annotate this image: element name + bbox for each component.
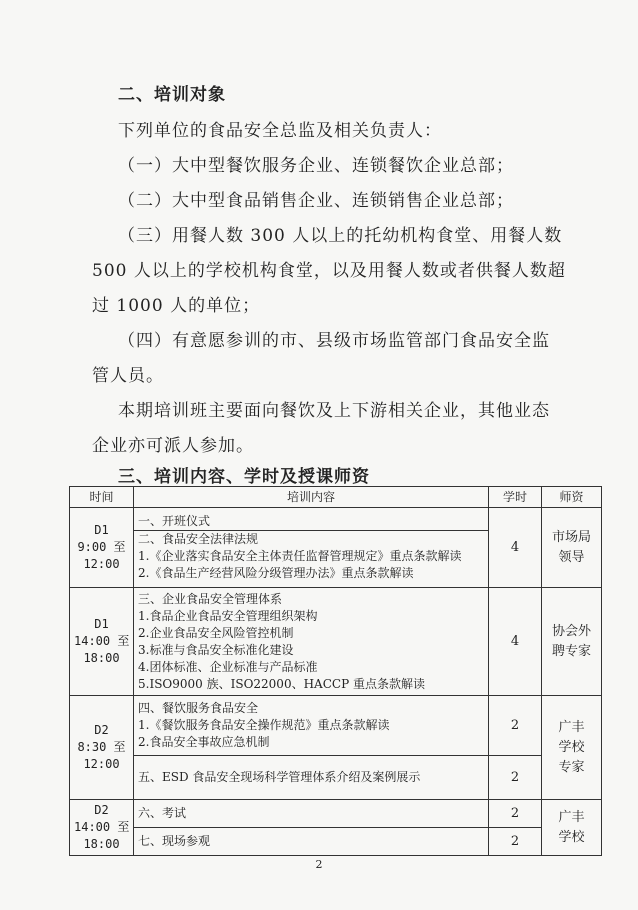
content-line: 四、餐饮服务食品安全 (138, 701, 259, 715)
target-item-3-line-2: 500 人以上的学校机构食堂，以及用餐人数或者供餐人数超 (92, 261, 566, 281)
content-line: 5.ISO9000 族、ISO22000、HACCP 重点条款解读 (138, 676, 425, 691)
content-line: 1.《餐饮服务食品安全操作规范》重点条款解读 (138, 718, 390, 732)
time-day: D1 (94, 523, 109, 537)
table-row (70, 588, 602, 696)
content-line: 2.食品安全事故应急机制 (138, 735, 270, 749)
hours-cell: 2 (489, 696, 542, 756)
teacher-line: 广丰 (558, 809, 585, 825)
table-row (70, 800, 602, 828)
teacher-cell (542, 696, 602, 800)
time-end: 18:00 (83, 651, 120, 665)
teacher-line: 领导 (558, 549, 585, 565)
content-line: 2.《食品生产经营风险分级管理办法》重点条款解读 (138, 566, 414, 580)
intro-paragraph: 下列单位的食品安全总监及相关负责人： (118, 121, 442, 141)
time-end: 12:00 (83, 757, 120, 771)
time-cell (70, 696, 134, 800)
hours-cell: 2 (489, 828, 542, 856)
content-cell (134, 508, 489, 588)
table-row (70, 828, 602, 856)
section-heading-training-content: 三、培训内容、学时及授课师资 (118, 467, 370, 487)
time-day: D1 (94, 617, 109, 631)
time-day: D2 (94, 803, 109, 817)
time-end: 12:00 (83, 557, 120, 571)
page-number: 2 (315, 858, 323, 871)
teacher-line: 专家 (558, 759, 585, 775)
teacher-line: 市场局 (551, 529, 591, 545)
time-cell (70, 508, 134, 588)
teacher-line: 广丰 (558, 719, 585, 735)
table-row (70, 696, 602, 756)
section-heading-training-target: 二、培训对象 (118, 85, 226, 105)
teacher-cell (542, 508, 602, 588)
teacher-line: 聘专家 (551, 643, 591, 659)
hours-cell: 4 (489, 588, 542, 696)
time-cell (70, 588, 134, 696)
content-line: 3.标准与食品安全标准化建设 (138, 642, 294, 657)
content-line: 二、食品安全法律法规 (138, 532, 259, 546)
teacher-line: 协会外 (551, 623, 591, 639)
content-cell (134, 696, 489, 756)
content-line: 2.企业食品安全风险管控机制 (138, 625, 294, 640)
header-hours: 学时 (489, 487, 542, 508)
content-line: 4.团体标准、企业标准与产品标准 (138, 659, 318, 674)
time-start: 9:00 至 (77, 540, 126, 554)
target-item-1: （一）大中型餐饮服务企业、连锁餐饮企业总部； (118, 156, 514, 176)
hours-cell: 2 (489, 800, 542, 828)
target-item-4-line-2: 管人员。 (92, 366, 164, 386)
header-content: 培训内容 (134, 487, 489, 508)
teacher-line: 学校 (558, 829, 585, 845)
schedule-table (69, 486, 602, 856)
content-line: 一、开班仪式 (134, 513, 488, 531)
content-line: 1.《企业落实食品安全主体责任监督管理规定》重点条款解读 (138, 549, 462, 563)
hours-cell: 4 (489, 508, 542, 588)
content-line: 三、企业食品安全管理体系 (138, 591, 283, 606)
time-start: 8:30 至 (77, 740, 126, 754)
hours-cell: 2 (489, 756, 542, 800)
time-day: D2 (94, 723, 109, 737)
content-cell: 六、考试 (134, 800, 489, 828)
time-start: 14:00 至 (74, 820, 130, 834)
target-item-3-line-3: 过 1000 人的单位； (92, 296, 261, 316)
table-row (70, 756, 602, 800)
teacher-cell (542, 588, 602, 696)
time-start: 14:00 至 (74, 634, 130, 648)
target-item-3-line-1: （三）用餐人数 300 人以上的托幼机构食堂、用餐人数 (118, 226, 563, 246)
header-teacher: 师资 (542, 487, 602, 508)
table-row (70, 508, 602, 588)
time-end: 18:00 (83, 837, 120, 851)
table-header-row (70, 487, 602, 508)
time-cell (70, 800, 134, 856)
content-cell: 七、现场参观 (134, 828, 489, 856)
content-cell (134, 588, 489, 696)
content-cell: 五、ESD 食品安全现场科学管理体系介绍及案例展示 (134, 756, 489, 800)
target-item-4-line-1: （四）有意愿参训的市、县级市场监管部门食品安全监 (118, 331, 550, 351)
target-item-2: （二）大中型食品销售企业、连锁销售企业总部； (118, 191, 514, 211)
note-line-1: 本期培训班主要面向餐饮及上下游相关企业，其他业态 (118, 401, 550, 421)
teacher-cell (542, 800, 602, 856)
note-line-2: 企业亦可派人参加。 (92, 436, 254, 456)
teacher-line: 学校 (558, 739, 585, 755)
content-line: 1.食品企业食品安全管理组织架构 (138, 608, 318, 623)
header-time: 时间 (70, 487, 134, 508)
